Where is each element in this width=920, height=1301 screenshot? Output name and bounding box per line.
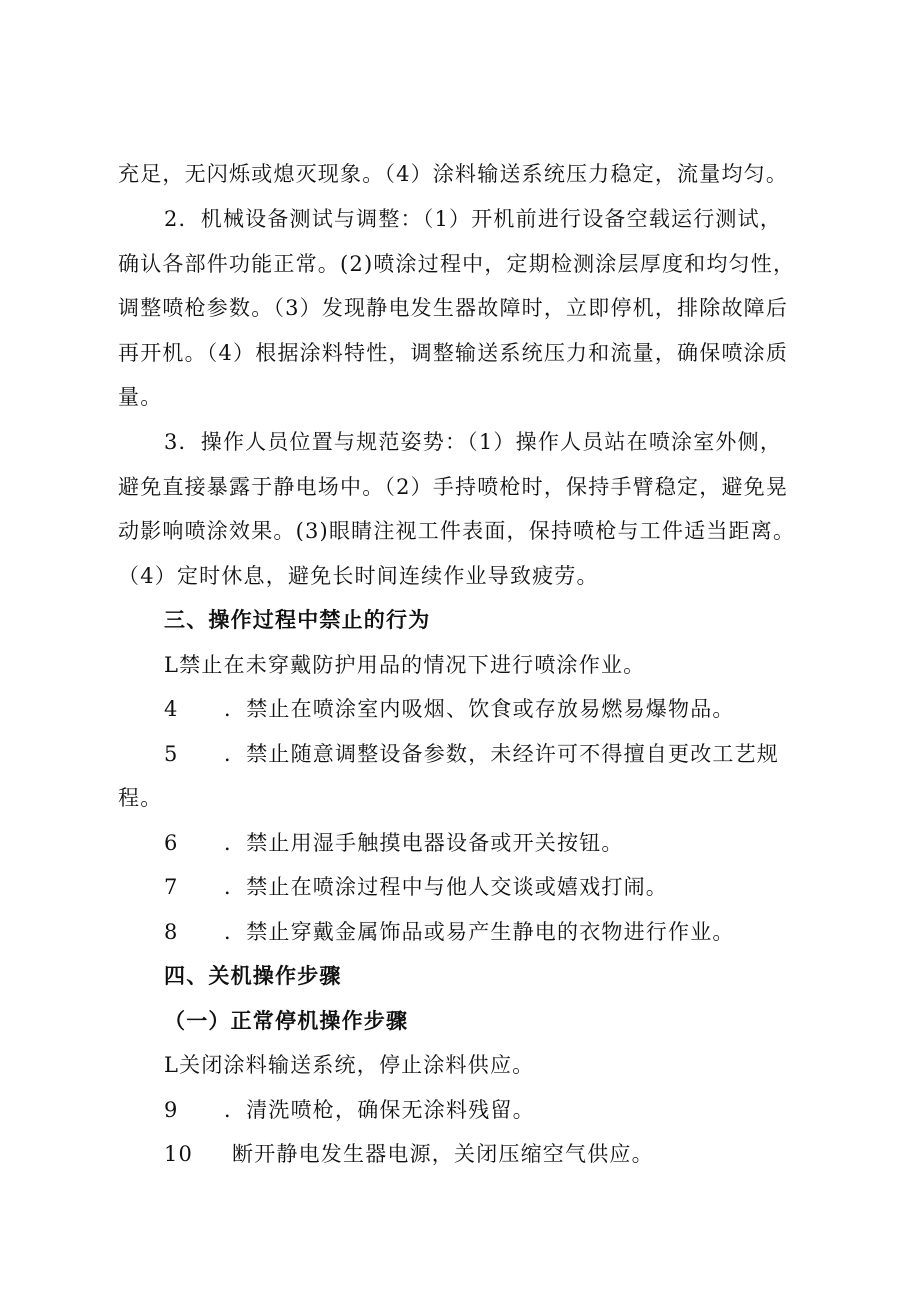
list-item-text: ．清洗喷枪，确保无涂料残留。 [224, 1098, 535, 1122]
subsection-heading: （一）正常停机操作步骤 [164, 1008, 409, 1033]
section-heading: 四、关机操作步骤 [164, 963, 342, 988]
paragraph-line: 3．操作人员位置与规范姿势：（1）操作人员站在喷涂室外侧， [164, 430, 783, 454]
list-item-number: 6 [164, 831, 179, 855]
list-item: L关闭涂料输送系统，停止涂料供应。 [164, 1053, 535, 1077]
list-item-text: ．禁止在喷涂过程中与他人交谈或嬉戏打闹。 [224, 875, 668, 899]
list-item-text: ．禁止用湿手触摸电器设备或开关按钮。 [224, 831, 624, 855]
paragraph-line: 动影响喷涂效果。(3)眼睛注视工件表面，保持喷枪与工件适当距离。 [118, 519, 796, 543]
list-item-text: ．禁止随意调整设备参数，未经许可不得擅自更改工艺规 [224, 742, 779, 766]
list-item-text: 断开静电发生器电源，关闭压缩空气供应。 [232, 1142, 654, 1166]
list-item-continuation: 程。 [118, 786, 163, 810]
list-item-number: 5 [164, 742, 179, 766]
paragraph-line: 确认各部件功能正常。(2)喷涂过程中，定期检测涂层厚度和均匀性， [118, 252, 796, 276]
list-item-number: 4 [164, 697, 179, 721]
list-item-text: ．禁止在喷涂室内吸烟、饮食或存放易燃易爆物品。 [224, 697, 735, 721]
paragraph-line: 量。 [118, 385, 163, 409]
list-item-number: 7 [164, 875, 179, 899]
paragraph-line: 调整喷枪参数。（3）发现静电发生器故障时，立即停机，排除故障后 [118, 296, 789, 320]
paragraph-line: 2．机械设备测试与调整：（1）开机前进行设备空载运行测试， [164, 207, 783, 231]
section-heading: 三、操作过程中禁止的行为 [164, 607, 431, 632]
list-item-text: ．禁止穿戴金属饰品或易产生静电的衣物进行作业。 [224, 920, 735, 944]
paragraph-line: 再开机。（4）根据涂料特性，调整输送系统压力和流量，确保喷涂质 [118, 341, 789, 365]
paragraph-line: 避免直接暴露于静电场中。（2）手持喷枪时，保持手臂稳定，避免晃 [118, 475, 789, 499]
list-item: L禁止在未穿戴防护用品的情况下进行喷涂作业。 [164, 653, 646, 677]
paragraph-line: （4）定时休息，避免长时间连续作业导致疲劳。 [118, 564, 599, 588]
list-item-number: 9 [164, 1098, 179, 1122]
list-item-number: 8 [164, 920, 179, 944]
paragraph-line: 充足，无闪烁或熄灭现象。（4）涂料输送系统压力稳定，流量均匀。 [118, 162, 789, 186]
list-item-number: 10 [164, 1142, 194, 1166]
